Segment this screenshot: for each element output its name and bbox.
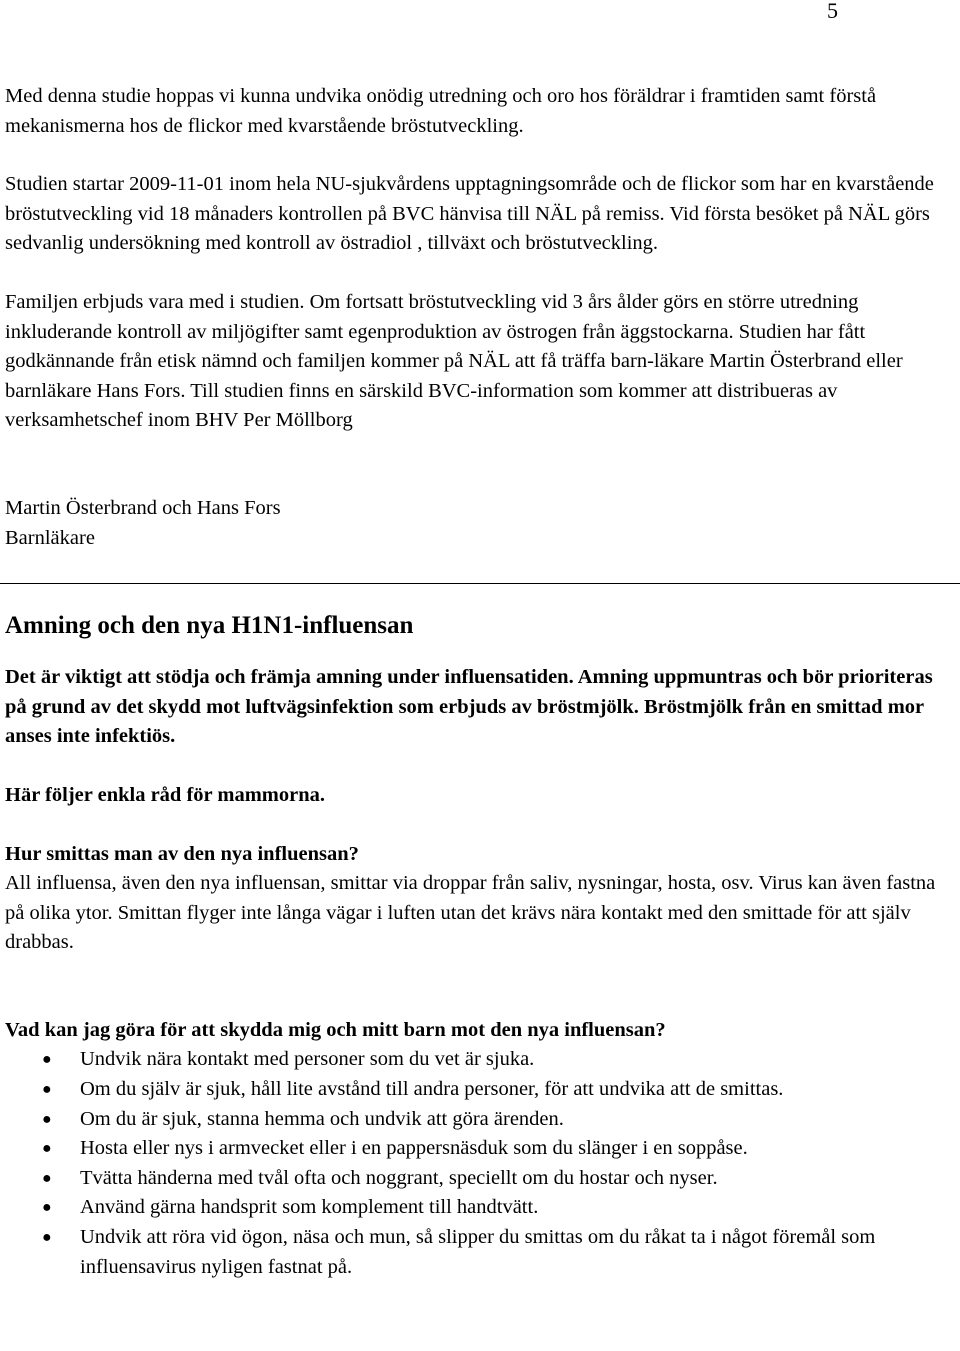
list-item-text: Undvik att röra vid ögon, näsa och mun, så slipper du smittas om du råkat ta i något föremål som influensavirus nyligen fastnat på. [80, 1226, 876, 1278]
list-item-text: Undvik nära kontakt med personer som du vet är sjuka. [80, 1048, 535, 1071]
list-item-text: Om du själv är sjuk, håll lite avstånd till andra personer, för att undvika att de smittas. [80, 1078, 784, 1101]
list-item-text: Om du är sjuk, stanna hemma och undvik att göra ärenden. [80, 1107, 564, 1130]
question-transmission: Hur smittas man av den nya influensan? [5, 842, 359, 865]
section-title: Amning och den nya H1N1-influensan [5, 612, 414, 640]
bullet-icon: ● [42, 1169, 52, 1187]
signature-role: Barnläkare [5, 526, 95, 549]
protection-list [5, 1045, 955, 1282]
advice-heading: Här följer enkla råd för mammorna. [5, 783, 325, 806]
bullet-icon: ● [42, 1140, 52, 1158]
list-item [5, 1164, 955, 1194]
paragraph-study-family: Familjen erbjuds vara med i studien. Om fortsatt bröstutveckling vid 3 års ålder görs en större utredning inkluderande kontroll av miljögifter samt egenproduktion av östrogen från äggstockarna. Studien har fått godkännande från etisk nämnd och familjen kommer på NÄL att få träffa barn-läkare Martin Österbrand eller barnläkare Hans Fors. Till studien finns en särskild BVC-information som kommer att distribueras av verksamhetschef inom BHV Per Möllborg [5, 290, 903, 432]
list-item [5, 1193, 955, 1223]
question-protection: Vad kan jag göra för att skydda mig och mitt barn mot den nya influensan? [5, 1018, 666, 1041]
answer-transmission: All influensa, även den nya influensan, smittar via droppar från saliv, nysningar, hosta, osv. Virus kan även fastna på olika ytor. Smittan flyger inte långa vägar i luften utan det krävs nära kontakt med den smittade för att själv drabbas. [5, 872, 936, 954]
section-divider [0, 583, 960, 584]
list-item [5, 1134, 955, 1164]
list-item [5, 1223, 955, 1282]
bullet-icon: ● [42, 1051, 52, 1069]
list-item-text: Tvätta händerna med tvål ofta och noggrant, speciellt om du hostar och nyser. [80, 1166, 718, 1189]
breastfeeding-intro: Det är viktigt att stödja och främja amning under influensatiden. Amning uppmuntras och bör prioriteras på grund av det skydd mot luftvägsinfektion som erbjuds av bröstmjölk. Bröstmjölk från en smittad mor anses inte infektiös. [5, 666, 933, 748]
paragraph-study-purpose: Med denna studie hoppas vi kunna undvika onödig utredning och oro hos föräldrar i framtiden samt förstå mekanismerna hos de flickor med kvarstående bröstutveckling. [5, 85, 877, 137]
bullet-icon: ● [42, 1229, 52, 1247]
paragraph-study-start: Studien startar 2009-11-01 inom hela NU-sjukvårdens upptagningsområde och de flickor som har en kvarstående bröstutveckling vid 18 månaders kontrollen på BVC hänvisa till NÄL på remiss. Vid första besöket på NÄL görs sedvanlig undersökning med kontroll av östradiol , tillväxt och bröstutveckling. [5, 173, 934, 255]
bullet-icon: ● [42, 1199, 52, 1217]
page-number: 5 [827, 0, 838, 23]
list-item [5, 1045, 955, 1075]
signature-names: Martin Österbrand och Hans Fors [5, 496, 281, 519]
list-item-text: Använd gärna handsprit som komplement till handtvätt. [80, 1196, 539, 1219]
list-item-text: Hosta eller nys i armvecket eller i en pappersnäsduk som du slänger i en soppåse. [80, 1137, 748, 1160]
bullet-icon: ● [42, 1110, 52, 1128]
list-item [5, 1105, 955, 1135]
document-body [5, 82, 955, 1282]
list-item [5, 1075, 955, 1105]
bullet-icon: ● [42, 1081, 52, 1099]
